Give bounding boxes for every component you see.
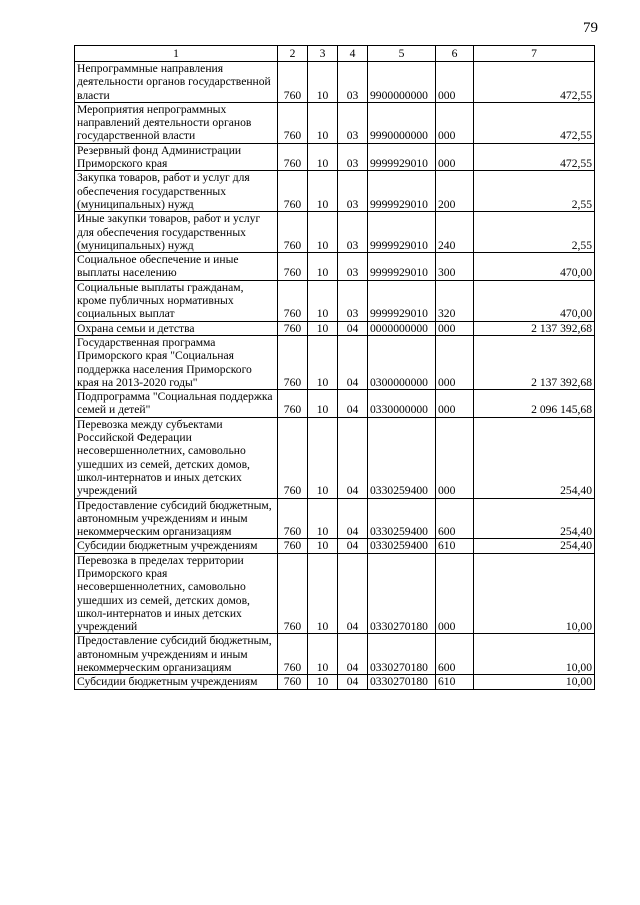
row-amount: 10,00	[474, 553, 595, 634]
row-amount: 472,55	[474, 143, 595, 171]
row-amount: 2 096 145,68	[474, 390, 595, 418]
row-expense-type: 000	[436, 321, 474, 335]
table-row	[75, 417, 595, 498]
row-code: 760	[278, 102, 308, 143]
row-name: Мероприятия непрограммных направлений деятельности органов государственной власти	[75, 102, 278, 143]
row-section: 10	[308, 335, 338, 389]
row-section: 10	[308, 212, 338, 253]
row-amount: 10,00	[474, 634, 595, 675]
row-code: 760	[278, 62, 308, 103]
row-name: Предоставление субсидий бюджетным, автономным учреждениям и иным некоммерческим организациям	[75, 498, 278, 539]
row-target: 9999929010	[368, 171, 436, 212]
row-code: 760	[278, 634, 308, 675]
row-amount: 2 137 392,68	[474, 321, 595, 335]
row-name: Резервный фонд Администрации Приморского края	[75, 143, 278, 171]
row-expense-type: 000	[436, 143, 474, 171]
row-target: 9999929010	[368, 212, 436, 253]
row-amount: 470,00	[474, 253, 595, 281]
row-name: Перевозка между субъектами Российской Федерации несовершеннолетних, самовольно ушедших из семей, детских домов, школ-интернатов и иных детских учреждений	[75, 417, 278, 498]
row-expense-type: 300	[436, 253, 474, 281]
row-name: Иные закупки товаров, работ и услуг для обеспечения государственных (муниципальных) нужд	[75, 212, 278, 253]
row-name: Непрограммные направления деятельности органов государственной власти	[75, 62, 278, 103]
table-row	[75, 539, 595, 553]
row-subsection: 03	[338, 280, 368, 321]
row-target: 0300000000	[368, 335, 436, 389]
row-section: 10	[308, 498, 338, 539]
row-subsection: 04	[338, 539, 368, 553]
row-name: Перевозка в пределах территории Приморского края несовершеннолетних, самовольно ушедших из семей, детских домов, школ-интернатов и иных детских учреждений	[75, 553, 278, 634]
row-expense-type: 320	[436, 280, 474, 321]
row-amount: 2,55	[474, 212, 595, 253]
row-expense-type: 000	[436, 417, 474, 498]
row-target: 9999929010	[368, 280, 436, 321]
row-amount: 2,55	[474, 171, 595, 212]
row-expense-type: 000	[436, 390, 474, 418]
row-section: 10	[308, 280, 338, 321]
row-target: 9900000000	[368, 62, 436, 103]
row-section: 10	[308, 102, 338, 143]
row-code: 760	[278, 212, 308, 253]
row-target: 9999929010	[368, 143, 436, 171]
row-code: 760	[278, 143, 308, 171]
column-header-2: 2	[278, 46, 308, 62]
row-code: 760	[278, 171, 308, 212]
row-section: 10	[308, 417, 338, 498]
row-section: 10	[308, 321, 338, 335]
row-subsection: 04	[338, 553, 368, 634]
row-code: 760	[278, 553, 308, 634]
table-row	[75, 212, 595, 253]
row-expense-type: 000	[436, 553, 474, 634]
row-amount: 470,00	[474, 280, 595, 321]
row-amount: 472,55	[474, 62, 595, 103]
row-name: Государственная программа Приморского края "Социальная поддержка населения Приморского края на 2013-2020 годы"	[75, 335, 278, 389]
row-amount: 254,40	[474, 417, 595, 498]
table-row	[75, 143, 595, 171]
budget-table	[74, 45, 595, 690]
row-subsection: 03	[338, 102, 368, 143]
row-section: 10	[308, 143, 338, 171]
row-expense-type: 610	[436, 675, 474, 689]
row-target: 0330259400	[368, 539, 436, 553]
row-section: 10	[308, 539, 338, 553]
row-name: Субсидии бюджетным учреждениям	[75, 675, 278, 689]
table-row	[75, 102, 595, 143]
row-code: 760	[278, 498, 308, 539]
row-code: 760	[278, 280, 308, 321]
row-section: 10	[308, 390, 338, 418]
row-target: 0330259400	[368, 498, 436, 539]
column-header-5: 5	[368, 46, 436, 62]
row-subsection: 04	[338, 390, 368, 418]
row-target: 0000000000	[368, 321, 436, 335]
table-row	[75, 253, 595, 281]
table-row	[75, 335, 595, 389]
row-subsection: 04	[338, 634, 368, 675]
table-row	[75, 62, 595, 103]
row-subsection: 04	[338, 321, 368, 335]
row-name: Охрана семьи и детства	[75, 321, 278, 335]
row-section: 10	[308, 171, 338, 212]
column-header-3: 3	[308, 46, 338, 62]
row-expense-type: 610	[436, 539, 474, 553]
row-target: 9990000000	[368, 102, 436, 143]
row-name: Субсидии бюджетным учреждениям	[75, 539, 278, 553]
row-amount: 2 137 392,68	[474, 335, 595, 389]
row-expense-type: 240	[436, 212, 474, 253]
row-name: Социальное обеспечение и иные выплаты населению	[75, 253, 278, 281]
table-row	[75, 634, 595, 675]
row-subsection: 03	[338, 253, 368, 281]
row-code: 760	[278, 417, 308, 498]
row-code: 760	[278, 321, 308, 335]
row-code: 760	[278, 390, 308, 418]
row-target: 0330270180	[368, 675, 436, 689]
table-row	[75, 553, 595, 634]
row-name: Социальные выплаты гражданам, кроме публичных нормативных социальных выплат	[75, 280, 278, 321]
row-name: Предоставление субсидий бюджетным, автономным учреждениям и иным некоммерческим организациям	[75, 634, 278, 675]
row-subsection: 04	[338, 417, 368, 498]
row-subsection: 03	[338, 62, 368, 103]
row-expense-type: 600	[436, 634, 474, 675]
row-target: 9999929010	[368, 253, 436, 281]
column-header-7: 7	[474, 46, 595, 62]
row-expense-type: 200	[436, 171, 474, 212]
row-expense-type: 000	[436, 62, 474, 103]
column-header-6: 6	[436, 46, 474, 62]
row-target: 0330000000	[368, 390, 436, 418]
row-code: 760	[278, 675, 308, 689]
row-name: Закупка товаров, работ и услуг для обеспечения государственных (муниципальных) нужд	[75, 171, 278, 212]
row-subsection: 03	[338, 143, 368, 171]
row-subsection: 03	[338, 212, 368, 253]
row-target: 0330270180	[368, 553, 436, 634]
table-row	[75, 498, 595, 539]
row-amount: 10,00	[474, 675, 595, 689]
row-name: Подпрограмма "Социальная поддержка семей и детей"	[75, 390, 278, 418]
row-expense-type: 000	[436, 335, 474, 389]
column-header-1: 1	[75, 46, 278, 62]
page-number: 79	[583, 20, 598, 36]
row-subsection: 04	[338, 498, 368, 539]
table-row	[75, 321, 595, 335]
row-section: 10	[308, 253, 338, 281]
column-header-4: 4	[338, 46, 368, 62]
row-target: 0330270180	[368, 634, 436, 675]
row-amount: 472,55	[474, 102, 595, 143]
table-row	[75, 171, 595, 212]
table-row	[75, 390, 595, 418]
header-row	[75, 46, 595, 62]
row-section: 10	[308, 553, 338, 634]
row-code: 760	[278, 335, 308, 389]
row-code: 760	[278, 253, 308, 281]
table-row	[75, 675, 595, 689]
row-section: 10	[308, 62, 338, 103]
table-body	[75, 62, 595, 690]
row-subsection: 03	[338, 171, 368, 212]
row-code: 760	[278, 539, 308, 553]
row-section: 10	[308, 634, 338, 675]
row-subsection: 04	[338, 335, 368, 389]
row-expense-type: 600	[436, 498, 474, 539]
row-target: 0330259400	[368, 417, 436, 498]
row-subsection: 04	[338, 675, 368, 689]
table-row	[75, 280, 595, 321]
row-amount: 254,40	[474, 498, 595, 539]
row-expense-type: 000	[436, 102, 474, 143]
row-section: 10	[308, 675, 338, 689]
row-amount: 254,40	[474, 539, 595, 553]
